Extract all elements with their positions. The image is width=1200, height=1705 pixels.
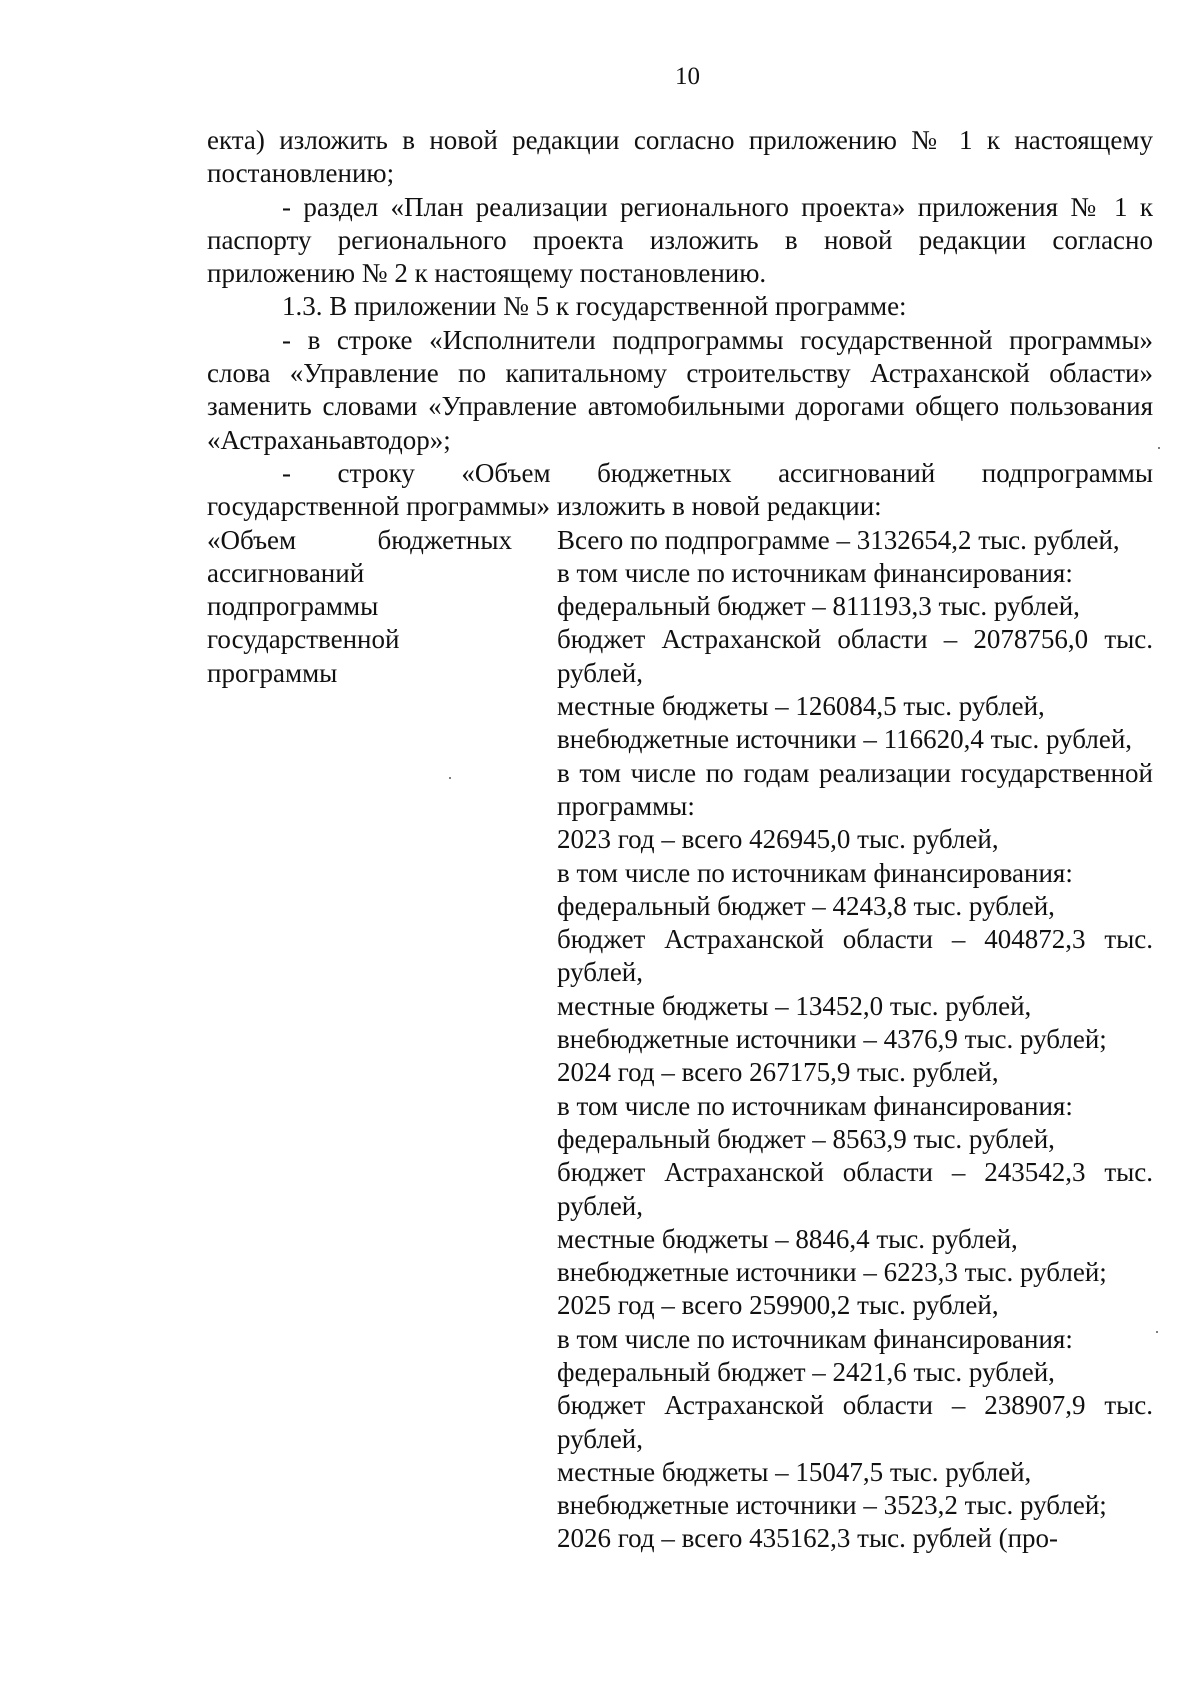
budget-line: внебюджетные источники – 3523,2 тыс. рублей; [557,1490,1107,1521]
paragraph-executors-row: - в строке «Исполнители подпрограммы государственной программы» слова «Управление по капитальному строительству Астраханской области» заменить словами «Управление автомобильными дорогами общего пользования «Астраханьавтодор»; [207,324,1153,455]
budget-line: внебюджетные источники – 4376,9 тыс. рублей; [557,1024,1107,1055]
budget-line: 2023 год – всего 426945,0 тыс. рублей, [557,824,999,855]
document-body [207,124,1153,1556]
budget-line: местные бюджеты – 126084,5 тыс. рублей, [557,691,1045,722]
budget-line: 2026 год – всего 435162,3 тыс. рублей (про- [557,1523,1059,1554]
budget-line: бюджет Астраханской области – 238907,9 тыс. рублей, [557,1390,1153,1454]
budget-table [207,524,1153,1556]
budget-line: в том числе по источникам финансирования: [557,557,1073,588]
budget-line: бюджет Астраханской области – 2078756,0 тыс. рублей, [557,624,1153,688]
budget-line: федеральный бюджет – 4243,8 тыс. рублей, [557,890,1055,921]
budget-line: в том числе по источникам финансирования: [557,1090,1073,1121]
scan-speck [1158,447,1160,449]
budget-line: внебюджетные источники – 116620,4 тыс. рублей, [557,724,1133,755]
budget-line: федеральный бюджет – 811193,3 тыс. рублей, [557,591,1080,622]
budget-line: Всего по подпрограмме – 3132654,2 тыс. рублей, [557,524,1120,555]
scan-speck [449,777,451,779]
budget-line: федеральный бюджет – 8563,9 тыс. рублей, [557,1123,1055,1154]
budget-line: федеральный бюджет – 2421,6 тыс. рублей, [557,1356,1055,1387]
budget-line: местные бюджеты – 8846,4 тыс. рублей, [557,1223,1018,1254]
budget-line: местные бюджеты – 15047,5 тыс. рублей, [557,1456,1032,1487]
paragraph-continuation: екта) изложить в новой редакции согласно приложению № 1 к настоящему постановлению; [207,125,1153,189]
budget-line: в том числе по источникам финансирования: [557,857,1073,888]
paragraph-plan-section: - раздел «План реализации регионального проекта» приложения № 1 к паспорту регионального проекта изложить в новой редакции согласно приложению № 2 к настоящему постановлению. [207,191,1153,289]
budget-line: бюджет Астраханской области – 404872,3 тыс. рублей, [557,924,1153,988]
page-number: 10 [675,63,700,90]
budget-line: внебюджетные источники – 6223,3 тыс. рублей; [557,1257,1107,1288]
budget-line: в том числе по источникам финансирования: [557,1323,1073,1354]
budget-table-values [557,524,1153,1556]
budget-line: в том числе по годам реализации государственной программы: [557,757,1153,821]
budget-line: 2025 год – всего 259900,2 тыс. рублей, [557,1290,999,1321]
budget-line: 2024 год – всего 267175,9 тыс. рублей, [557,1057,999,1088]
paragraph-budget-row: - строку «Объем бюджетных ассигнований подпрограммы государственной программы» изложить в новой редакции: [207,457,1153,522]
budget-line: местные бюджеты – 13452,0 тыс. рублей, [557,990,1032,1021]
paragraph-clause-1-3: 1.3. В приложении № 5 к государственной программе: [282,291,907,322]
budget-table-label: «Объем бюджетных ассигнований подпрограммы государственной программы [207,524,512,688]
budget-line: бюджет Астраханской области – 243542,3 тыс. рублей, [557,1157,1153,1221]
scan-speck [1156,1331,1158,1333]
